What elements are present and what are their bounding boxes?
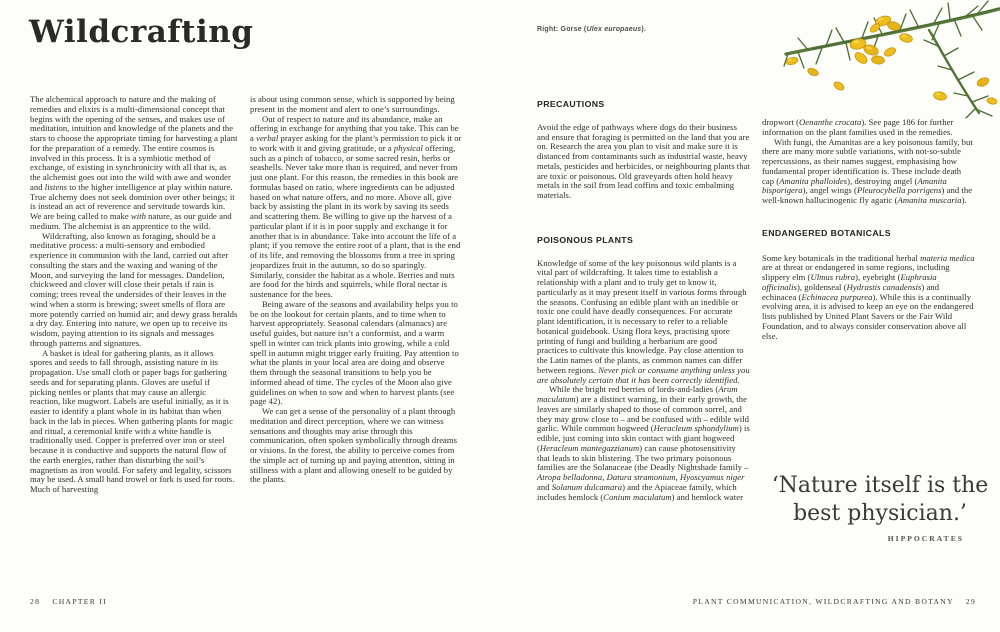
body-paragraph: Wildcrafting, also known as foraging, should be a meditative process: a multi-sensory and embodied experience in communion with the land, carried out after consulting the stars and the waxing and waning of the Moon, and surveying the land for messages. Dandelion, chickweed and clover will close their petals if rain is coming; trees reveal the undersides of their leaves in the wind when a storm is brewing; sweet smells of flora are more potently carried on humid air; and dewy grass heralds a dry day. Entering into nature, we open up to receive its wisdom, paying attention to its signals and messages through patterns and signatures. <box>30 230 238 348</box>
body-paragraph: With fungi, the Amanitas are a key poisonous family, but there are many more subtle variations, with not-so-subtle repercussions, as their names suggest, emphasising how fundamental proper identification is. These include death cap (Amanita phalloides), destroying angel (Amanita bisporigera), angel wings (Pleurocybella porrigens) and the well-known hallucinogenic fly agaric (Amanita muscaria). <box>762 136 973 205</box>
body-paragraph: The alchemical approach to nature and the making of remedies and elixirs is a multi-dimensional concept that begins with the opening of the senses, and makes use of meditation, intuition and knowledge of the planets and the stars to choose the appropriate timing for harvesting a plant for the preparation of a remedy. The entire cosmos is involved in this process. It is a symbiotic method of exchange, of existing in synchronicity with all that is, as the alchemist goes out into the wild with awe and wonder and listens to the higher intelligence at play within nature. True alchemy does not seek dominion over other beings; it is instead an act of reverence and servitude towards kin. We are being called to make with nature, as our guide and medium. The alchemist is an apprentice to the wild. <box>30 94 238 231</box>
body-paragraph: While the bright red berries of lords-and-ladies (Arum maculatum) are a distinct warning, in their early growth, the leaves are similarly shaped to those of common sorrel, and they may grow close to – and be confused with – edible wild garlic. While common hogweed (Heracleum sphondylium) is edible, just coming into skin contact with giant hogweed (Heracleum mantegazzianum) can cause photosensitivity that leads to skin blistering. The two primary poisonous families are the Solanaceae (the Deadly Nightshade family – Atropa belladonna, Datura stramonium, Hyoscyamus niger and Solanum dulcamara) and the Apiaceae family, which includes hemlock (Conium maculatum) and hemlock water <box>537 384 750 502</box>
body-paragraph: Out of respect to nature and its abundance, make an offering in exchange for anything that you take. This can be a verbal prayer asking for the plant’s permission to pick it or to work with it and giving gratitude, or a physical offering, such as a pinch of tobacco, or some sacred resin, herbs or seashells. Never take more than is required, and never from just one plant. For this reason, the remedies in this book are formulas based on ratio, where ingredients can be adjusted based on what nature offers, and no more. Above all, give back by assisting the plant in its work by saving its seeds and scattering them. Be willing to give up the harvest of a particular plant if it is in poor supply and exchange it for another that is in abundance. Take into account the life of a plant; if you remove the entire root of a plant, that is the end of its life, and removing the blossoms from a tree in spring jeopardizes fruit in the autumn, so do so sparingly. Similarly, consider the habitat as a whole. Berries and nuts are food for the birds and squirrels, while floral nectar is sustenance for the bees. <box>250 113 462 299</box>
illustration-caption: Right: Gorse (Ulex europaeus). <box>537 26 647 33</box>
pull-quote-text: ‘Nature itself is the best physician.’ <box>771 473 989 526</box>
left-page-column-1 <box>30 95 238 495</box>
pull-quote-attribution: HIPPOCRATES <box>887 534 964 544</box>
body-paragraph: Being aware of the seasons and availability helps you to be on the lookout for certain plants, and to time when to harvest appropriately. Seasonal calendars (almanacs) are useful guides, but nature isn’t a conformist, and a warm spell in winter can trick plants into growing, while a cold spell in autumn might trigger early fruiting. Pay attention to what the plants in your local area are doing and observe them through the seasonal transitions to help you be informed ahead of time. The cycles of the Moon also give guidelines on when to sow and when to harvest plants (see page 42). <box>250 298 459 407</box>
chapter-label: CHAPTER II <box>52 597 107 606</box>
right-page-column-1 <box>537 98 750 502</box>
body-paragraph: A basket is ideal for gathering plants, as it allows spores and seeds to fall through, assisting nature in its propagation. Use small cloth or paper bags for gathering seeds and for separating plants. Gloves are useful if picking nettles or plants that may cause an allergic reaction, like mugwort. Labels are useful initially, as it is easier to identify a plant whole in its habitat than when back in the lab in pieces. When gathering plants for magic and ritual, a ceremonial knife with a white handle is traditionally used. Copper is preferred over iron or steel because it is conductive and supports the natural flow of the earth energies, rather than disturbing the soil’s magnetism as iron would. For safety and legality, scissors may be used. A small hand trowel or fork is used for roots. Much of harvesting <box>30 347 235 494</box>
body-paragraph: Avoid the edge of pathways where dogs do their business and ensure that foraging is permitted on the land that you are on. Research the area you plan to visit and make sure it is distanced from contaminants such as industrial waste, heavy metals, pesticides and herbicides, or neighbouring plants that are toxic or poisonous. Old graveyards often hold heavy metals in the soil from lead coffins and toxic embalming materials. <box>537 121 750 200</box>
pull-quote <box>766 472 994 544</box>
running-head: PLANT COMMUNICATION, WILDCRAFTING AND BOTANY <box>692 597 954 606</box>
page-number: 28 <box>30 597 41 606</box>
left-page-column-2 <box>250 95 462 485</box>
left-page-footer <box>30 597 107 606</box>
body-paragraph: Knowledge of some of the key poisonous wild plants is a vital part of wildcrafting. It takes time to establish a relationship with a plant and to truly get to know it, particularly as it may present itself in various forms through the seasons. Confusing an edible plant with an inedible or toxic one could have deadly consequences. For accurate plant identification, it is necessary to refer to a reliable botanical guidebook. Using flora keys, practising spore printing of fungi and building a herbarium are good practices to cultivate this knowledge. Pay close attention to the Latin names of the plants, as common names can differ between regions. Never pick or consume anything unless you are absolutely certain that it has been correctly identified. <box>537 257 750 385</box>
section-heading-precautions: PRECAUTIONS <box>537 99 605 109</box>
body-paragraph: Some key botanicals in the traditional herbal materia medica are at threat or endangered in some regions, including slippery elm (Ulmus rubra), eyebright (Euphrasia officinalis), goldenseal (Hydrastis canadensis) and echinacea (Echinacea purpurea). While this is a continually evolving area, it is advised to keep an eye on the endangered lists published by United Plant Savers or the Fair Wild Foundation, and to always consider conservation above all else. <box>762 252 975 341</box>
body-paragraph: dropwort (Oenanthe crocata). See page 186 for further information on the plant families used in the remedies. <box>762 117 954 137</box>
body-paragraph: We can get a sense of the personality of a plant through meditation and direct perception, where we can witness sensations and thoughts may arise through this communication, often spoken symbolically through dreams or visions. In the forest, the ability to perceive comes from the simple act of turning up and paying attention, sitting in stillness with a plant and allowing oneself to be guided by the plants. <box>250 406 458 485</box>
section-heading-poisonous-plants: POISONOUS PLANTS <box>537 234 634 245</box>
section-heading-endangered-botanicals: ENDANGERED BOTANICALS <box>762 227 891 238</box>
right-page-footer <box>693 597 976 606</box>
page-title: Wildcrafting <box>29 14 254 50</box>
body-paragraph: is about using common sense, which is supported by being present in the moment and alert to one’s surroundings. <box>250 94 455 114</box>
right-page-column-2 <box>762 118 975 341</box>
page-number: 29 <box>965 597 976 606</box>
gorse-illustration <box>782 0 1000 122</box>
